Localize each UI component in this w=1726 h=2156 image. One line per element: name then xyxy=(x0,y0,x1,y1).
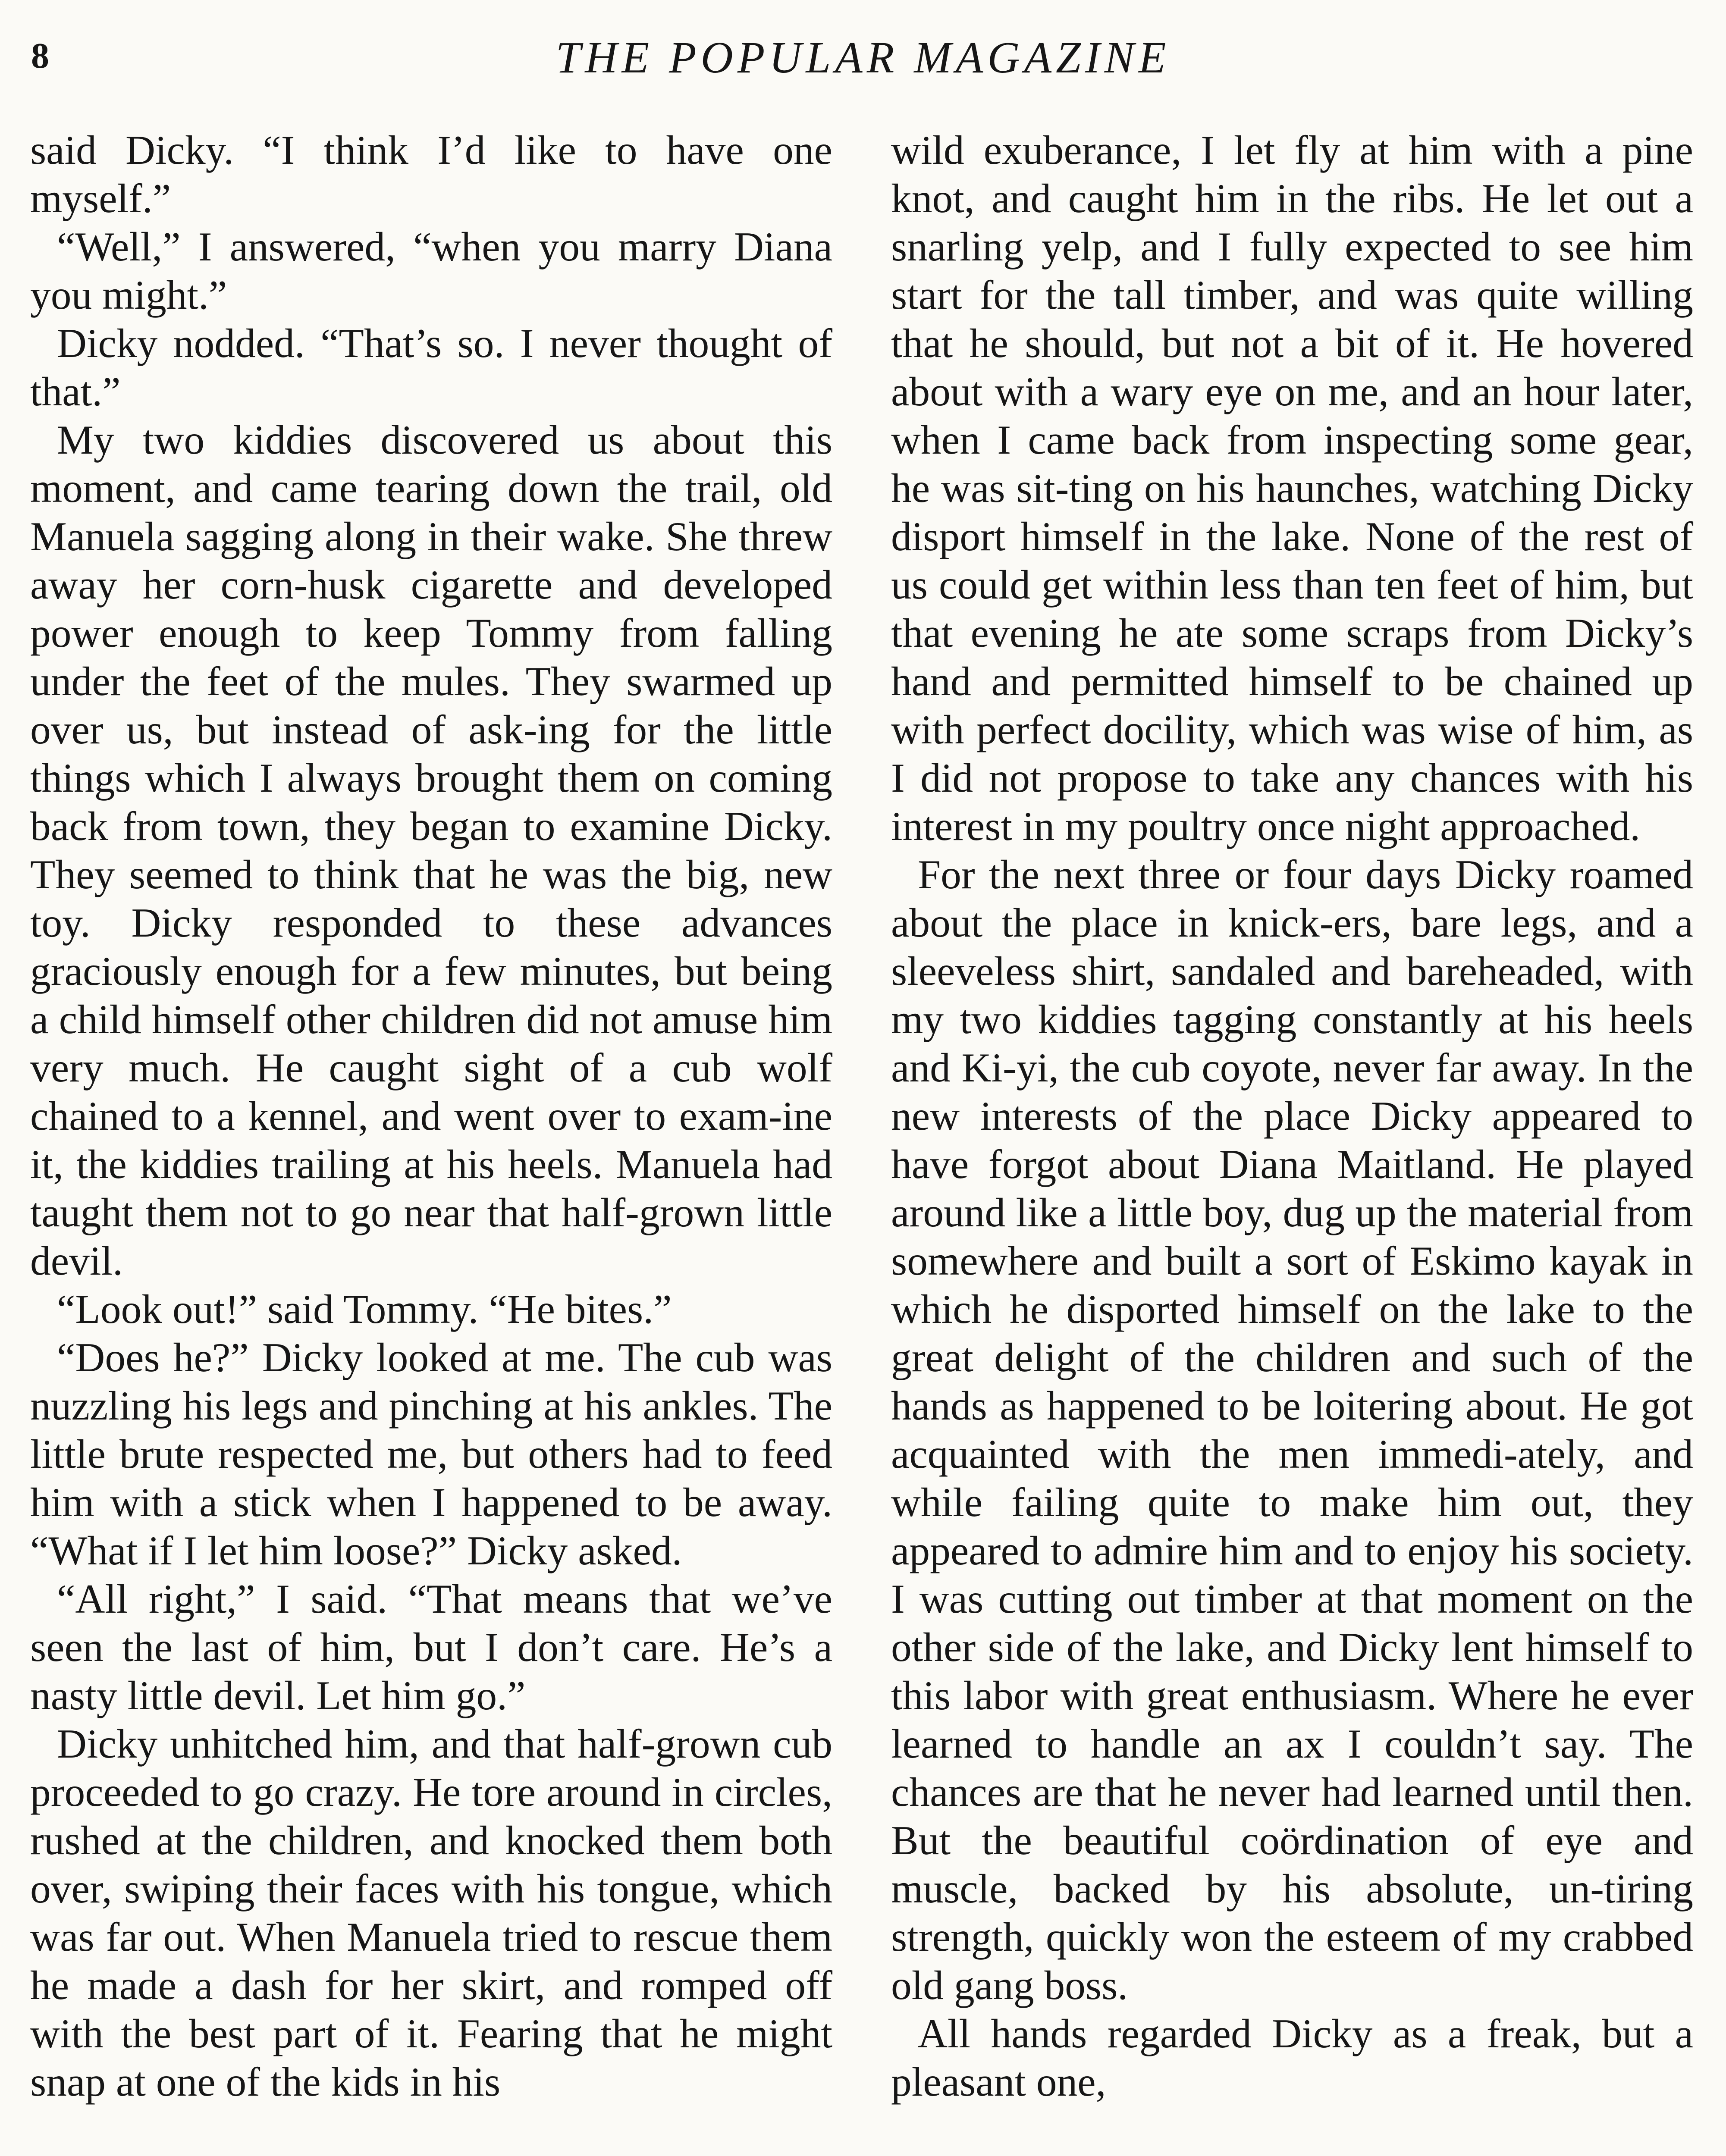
paragraph: For the next three or four days Dicky roamed about the place in knick-ers, bare legs, and a sleeveless shirt, sandaled and bareheaded, with my two kiddies tagging constantly at his heels and Ki-yi, the cub coyote, never far away. In the new interests of the place Dicky appeared to have forgot about Diana Maitland. He played around like a little boy, dug up the material from somewhere and built a sort of Eskimo kayak in which he disported himself on the lake to the great delight of the children and such of the hands as happened to be loitering about. He got acquainted with the men immedi-ately, and while failing quite to make him out, they appeared to admire him and to enjoy his society. I was cutting out timber at that moment on the other side of the lake, and Dicky lent himself to this labor with great enthusiasm. Where he ever learned to handle an ax I couldn’t say. The chances are that he never had learned until then. But the beautiful coördination of eye and muscle, backed by his absolute, un-tiring strength, quickly won the esteem of my crabbed old gang boss. xyxy=(891,852,1693,2008)
page-number: 8 xyxy=(31,36,49,76)
paragraph: Dicky nodded. “That’s so. I never thought of that.” xyxy=(30,320,832,414)
left-column xyxy=(30,126,832,2106)
paragraph: Dicky unhitched him, and that half-grown cub proceeded to go crazy. He tore around in circles, rushed at the children, and knocked them both over, swiping their faces with his tongue, which was far out. When Manuela tried to rescue them he made a dash for her skirt, and romped off with the best part of it. Fearing that he might snap at one of the kids in his xyxy=(30,1721,832,2105)
running-head-title: THE POPULAR MAGAZINE xyxy=(555,33,1171,82)
paragraph: All hands regarded Dicky as a freak, but a pleasant one, xyxy=(891,2011,1693,2105)
paragraph: wild exuberance, I let fly at him with a pine knot, and caught him in the ribs. He let out a snarling yelp, and I fully expected to see him start for the tall timber, and was quite willing that he should, but not a bit of it. He hovered about with a wary eye on me, and an hour later, when I came back from inspecting some gear, he was sit-ting on his haunches, watching Dicky disport himself in the lake. None of the rest of us could get within less than ten feet of him, but that evening he ate some scraps from Dicky’s hand and permitted himself to be chained up with perfect docility, which was wise of him, as I did not propose to take any chances with his interest in my poultry once night approached. xyxy=(891,127,1693,849)
paragraph: said Dicky. “I think I’d like to have one myself.” xyxy=(30,127,832,221)
paragraph: “Does he?” Dicky looked at me. The cub was nuzzling his legs and pinching at his ankles. The little brute respected me, but others had to feed him with a stick when I happened to be away. “What if I let him loose?” Dicky asked. xyxy=(30,1335,832,1573)
paragraph: “Well,” I answered, “when you marry Diana you might.” xyxy=(30,224,832,318)
paragraph: “All right,” I said. “That means that we’ve seen the last of him, but I don’t care. He’s a nasty little devil. Let him go.” xyxy=(30,1576,832,1718)
paragraph: My two kiddies discovered us about this moment, and came tearing down the trail, old Manuela sagging along in their wake. She threw away her corn-husk cigarette and developed power enough to keep Tommy from falling under the feet of the mules. They swarmed up over us, but instead of ask-ing for the little things which I always brought them on coming back from town, they began to examine Dicky. They seemed to think that he was the big, new toy. Dicky responded to these advances graciously enough for a few minutes, but being a child himself other children did not amuse him very much. He caught sight of a cub wolf chained to a kennel, and went over to exam-ine it, the kiddies trailing at his heels. Manuela had taught them not to go near that half-grown little devil. xyxy=(30,417,832,1284)
right-column xyxy=(891,126,1693,2106)
paragraph: “Look out!” said Tommy. “He bites.” xyxy=(57,1286,672,1332)
